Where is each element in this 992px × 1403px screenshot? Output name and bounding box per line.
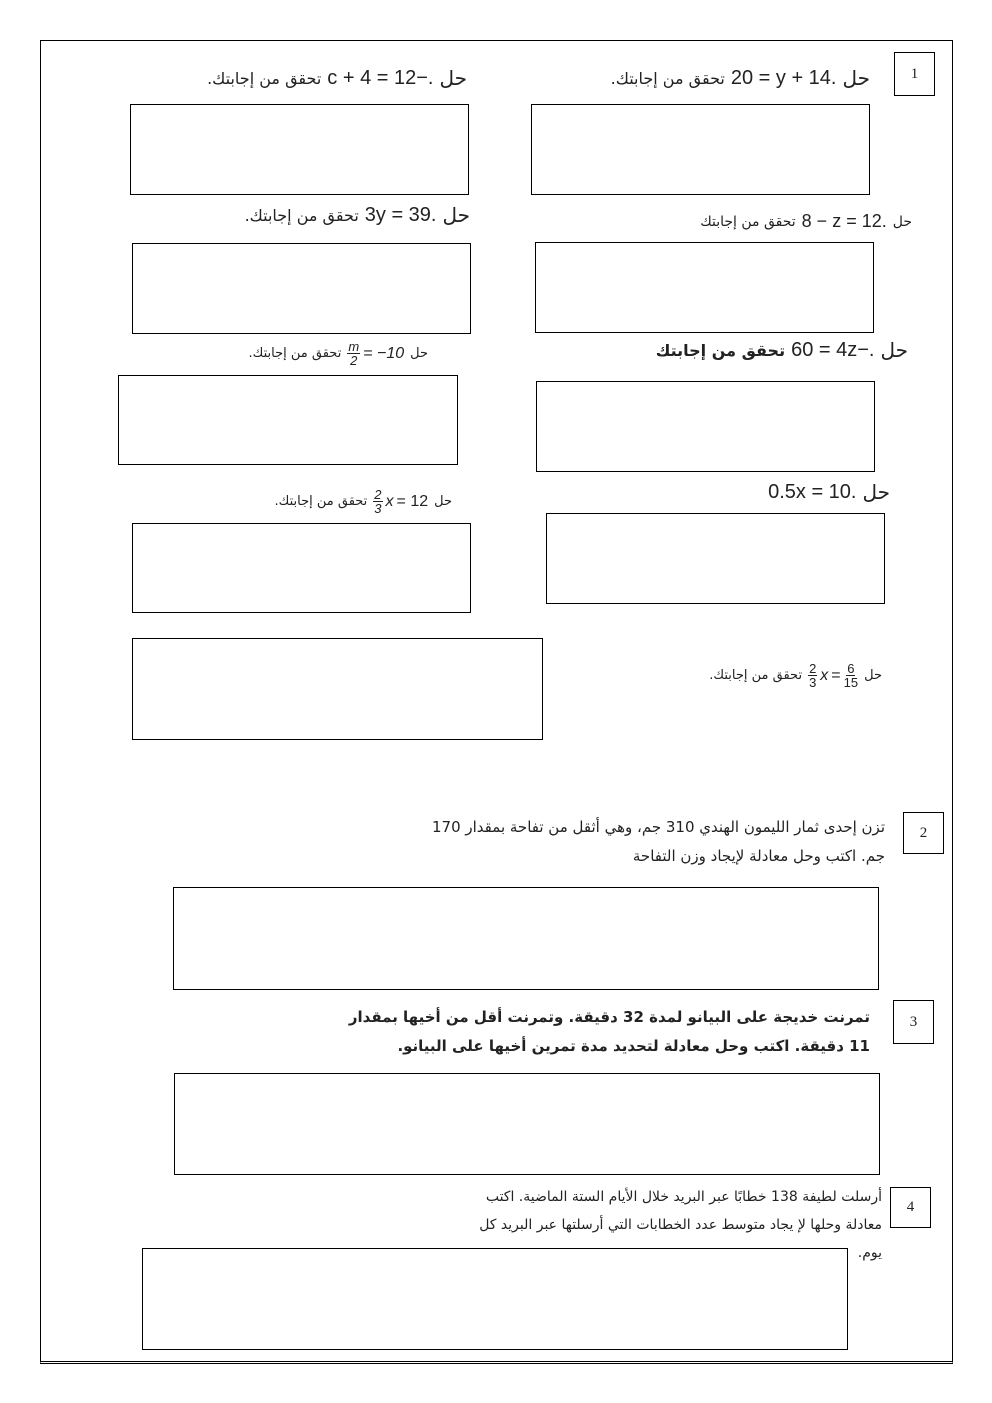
check-text: تحقق من إجابتك. xyxy=(244,205,359,225)
text-line: يوم. xyxy=(857,1245,882,1261)
denominator: 2 xyxy=(350,353,358,368)
solve-label: حل xyxy=(842,66,870,90)
question-3-text xyxy=(230,1003,870,1061)
answer-box-1h[interactable] xyxy=(132,523,471,613)
text-line: أرسلت لطيفة 138 خطابًا عبر البريد خلال الأيام الستة الماضية. اكتب xyxy=(485,1189,882,1205)
numerator: 6 xyxy=(847,661,855,676)
frac xyxy=(844,662,858,689)
answer-box-1i[interactable] xyxy=(132,638,543,740)
question-number-3: 3 xyxy=(893,1000,934,1044)
prompt-1i xyxy=(709,662,882,689)
text-line: تزن إحدى ثمار الليمون الهندي 310 جم، وهي أثقل من تفاحة بمقدار 170 xyxy=(431,818,885,836)
frac xyxy=(347,340,360,367)
question-2-text xyxy=(265,813,885,871)
numerator: m xyxy=(348,339,360,354)
prompt-1a xyxy=(611,66,870,90)
answer-box-1b[interactable] xyxy=(130,104,469,195)
text-line: تمرنت خديجة على البيانو لمدة 32 دقيقة. وتمرنت أقل من أخيها بمقدار xyxy=(348,1008,870,1026)
prompt-1h xyxy=(274,488,452,515)
numerator: 2 xyxy=(809,661,817,676)
answer-box-1a[interactable] xyxy=(531,104,870,195)
question-number-4: 4 xyxy=(890,1187,931,1228)
answer-box-3[interactable] xyxy=(174,1073,880,1175)
question-number-2: 2 xyxy=(903,812,944,854)
answer-box-1c[interactable] xyxy=(132,243,471,334)
equation: 60 = 4z−. xyxy=(791,338,875,361)
text-line: 11 دقيقة. اكتب وحل معادلة لتحديد مدة تمرين أخيها على البيانو. xyxy=(397,1037,870,1055)
check-text: تحقق من إجابتك. xyxy=(248,346,342,361)
prompt-1e xyxy=(656,338,908,362)
solve-label: حل xyxy=(410,346,428,361)
equation: 8 − z = 12. xyxy=(801,211,887,231)
check-text: تحقق من إجابتك. xyxy=(274,494,368,509)
numerator: 2 xyxy=(374,487,382,502)
prompt-1g xyxy=(768,480,890,504)
equation: c + 4 = 12−. xyxy=(327,66,434,89)
equation: 20 = y + 14. xyxy=(730,66,837,89)
solve-label: حل xyxy=(880,338,908,362)
answer-box-4[interactable] xyxy=(142,1248,848,1350)
solve-label: حل xyxy=(892,213,912,230)
check-text: تحقق من إجابتك. xyxy=(207,68,322,88)
question-number-1: 1 xyxy=(894,52,935,96)
frac xyxy=(808,662,817,689)
answer-box-1d[interactable] xyxy=(535,242,874,333)
check-text: تحقق من إجابتك xyxy=(700,213,796,230)
equation: 3y = 39. xyxy=(364,203,437,226)
equation: 12 = xyxy=(396,492,429,510)
solve-label: حل xyxy=(442,203,470,227)
prompt-1d xyxy=(700,211,912,232)
answer-box-1f[interactable] xyxy=(118,375,458,465)
solve-label: حل xyxy=(862,480,890,504)
check-text: تحقق من إجابتك. xyxy=(709,668,803,683)
frac xyxy=(373,488,382,515)
solve-label: حل xyxy=(439,66,467,90)
prompt-1b xyxy=(207,66,467,90)
denominator: 3 xyxy=(374,501,382,516)
equation: 0.5x = 10. xyxy=(768,480,857,503)
solve-label: حل xyxy=(864,668,882,683)
denominator: 3 xyxy=(809,675,817,690)
prompt-1f xyxy=(249,340,428,367)
equation: 10− = xyxy=(363,344,405,362)
variable: x xyxy=(820,666,829,684)
check-text: تحقق من إجابتك xyxy=(655,340,786,360)
text-line: معادلة وحلها لإ يجاد متوسط عدد الخطابات التي أرسلتها عبر البريد كل xyxy=(479,1217,882,1233)
text-line: جم. اكتب وحل معادلة لإيجاد وزن التفاحة xyxy=(632,847,885,865)
denominator: 15 xyxy=(843,675,859,690)
answer-box-1e[interactable] xyxy=(536,381,875,472)
answer-box-1g[interactable] xyxy=(546,513,885,604)
solve-label: حل xyxy=(434,494,452,509)
prompt-1c xyxy=(245,203,470,227)
variable: x xyxy=(385,492,394,510)
check-text: تحقق من إجابتك. xyxy=(610,68,725,88)
answer-box-2[interactable] xyxy=(173,887,879,990)
equals: = xyxy=(831,666,841,684)
